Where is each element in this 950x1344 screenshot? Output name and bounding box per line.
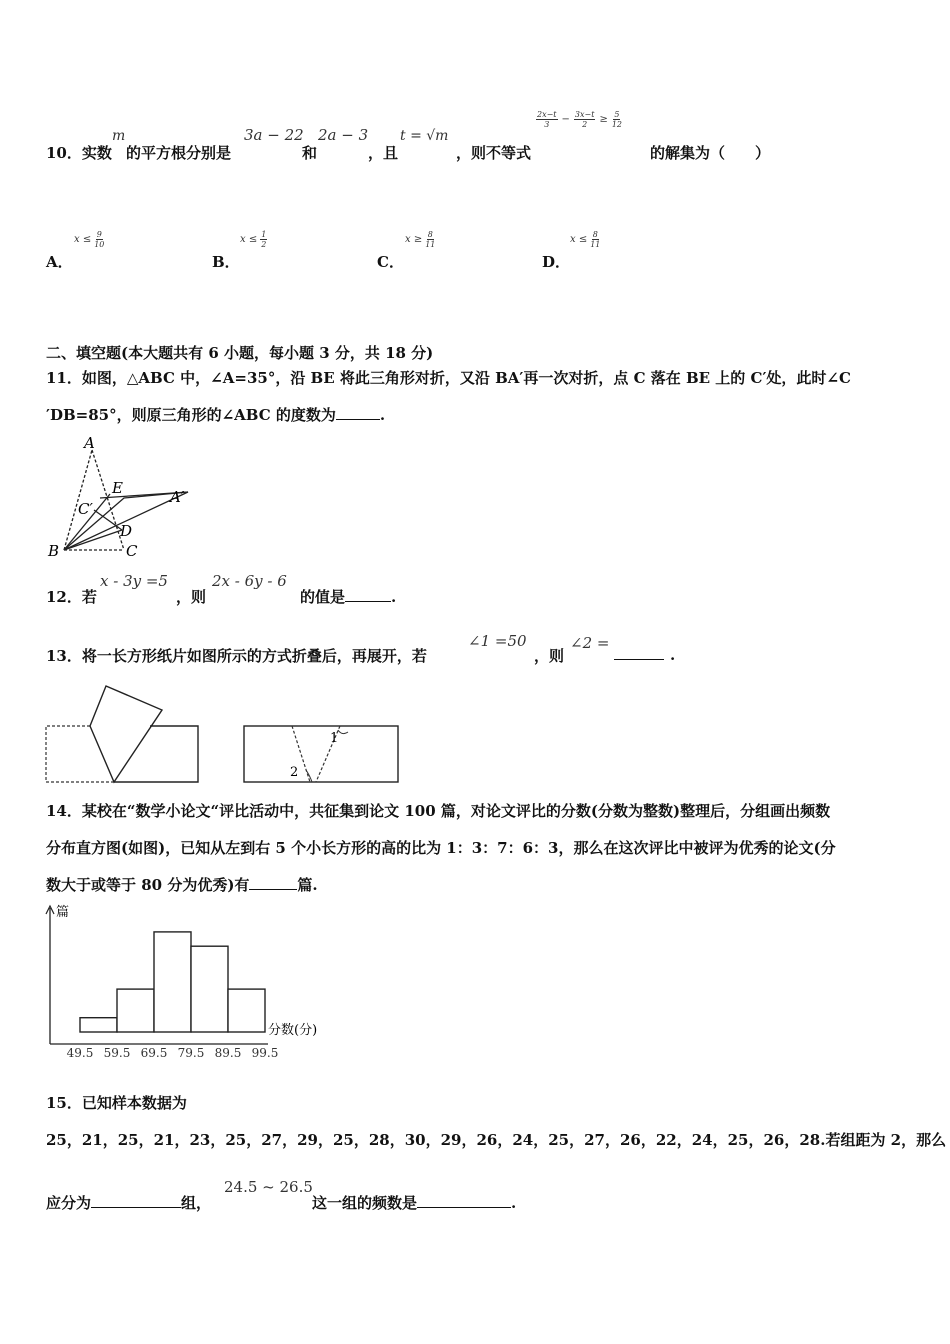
q11-label-c-prime: C′ <box>78 500 93 518</box>
q14-answer-blank[interactable] <box>249 875 297 890</box>
q11-answer-blank[interactable] <box>336 405 380 420</box>
q13-rect-solid <box>114 726 198 782</box>
q10-frac1-den: 3 <box>544 120 550 129</box>
q10-text5: 的解集为（ ） <box>650 144 771 162</box>
q10-inequality <box>536 110 622 129</box>
q10-frac2 <box>574 110 596 129</box>
q13-expr1: ∠1 =50 <box>468 632 527 650</box>
q10-frac1 <box>536 110 558 129</box>
histogram-bar-5 <box>228 989 265 1032</box>
q15-range: 24.5 ~ 26.5 <box>224 1178 313 1196</box>
q10-text2: 和 <box>302 144 318 162</box>
histogram-y-label: 篇 <box>56 905 70 920</box>
q10-option-c[interactable] <box>377 230 435 272</box>
histogram-bar-1 <box>80 1018 117 1032</box>
q13-answer-blank[interactable] <box>614 645 664 660</box>
histogram-tick-4: 79.5 <box>177 1046 205 1060</box>
q10-frac3-num: 5 <box>614 110 620 119</box>
q14-line2: 分布直方图(如图)，已知从左到右 5 个小长方形的高的比为 1：3：7：6：3，那么在这次评比中被评为优秀的论文(分 <box>46 839 836 857</box>
q13-mid: ，则 <box>534 647 565 665</box>
option-c-num: 8 <box>427 230 433 239</box>
q13-angle-arc-1 <box>338 730 348 734</box>
q13-rect <box>244 726 398 782</box>
q14-line1: 14．某校在“数学小论文“评比活动中，共征集到论文 100 篇，对论文评比的分数(分数为整数)整理后，分组画出频数 <box>46 802 831 820</box>
q10-expr3: t = √m <box>400 128 449 144</box>
q14-line3 <box>46 874 318 895</box>
q14-end: 篇. <box>297 876 318 894</box>
q10-option-b[interactable] <box>212 230 267 272</box>
q10-option-d[interactable] <box>542 230 600 272</box>
q10-var-m: m <box>112 128 126 144</box>
q13-figure-folded <box>44 684 204 786</box>
q10-frac3-den: 12 <box>611 120 623 129</box>
q10-option-a[interactable] <box>46 230 104 272</box>
q10-ge: ≥ <box>599 114 608 125</box>
q15-line2: 25，21，25，21，23，25，27，29，25，28，30，29，26，24，25，27，26，22，24，25，26，28.若组距为 2，那么 <box>46 1131 947 1149</box>
option-b-label: B． <box>212 253 240 271</box>
option-c-rel: x ≥ <box>405 234 423 245</box>
q11-label-c: C <box>126 542 138 560</box>
q12-expr1: x - 3y =5 <box>100 572 168 590</box>
q10-expr2: 2a − 3 <box>318 126 369 144</box>
q13-prefix: 13．将一长方形纸片如图所示的方式折叠后，再展开，若 <box>46 647 427 665</box>
q11-line1: 11．如图，△ABC 中，∠A=35°，沿 BE 将此三角形对折，又沿 BA′再一次对折，点 C 落在 BE 上的 C′处，此时∠C <box>46 369 851 387</box>
q15-line3-c: 这一组的频数是 <box>312 1194 418 1212</box>
q10-frac3 <box>612 110 622 129</box>
option-a-label: A． <box>46 253 73 271</box>
q10-minus: − <box>561 114 570 125</box>
q10-frac1-num: 2x−t <box>537 110 557 119</box>
histogram-tick-5: 89.5 <box>214 1046 242 1060</box>
q15-line3-tail <box>312 1192 516 1213</box>
histogram-bars <box>80 932 265 1032</box>
histogram-tick-1: 49.5 <box>66 1046 94 1060</box>
q10-frac2-num: 3x−t <box>574 110 595 119</box>
q12-tail <box>300 586 396 607</box>
option-b-den: 2 <box>261 240 267 249</box>
q10-frac2-den: 2 <box>582 120 588 129</box>
q11-end: . <box>379 406 386 424</box>
q15-line3-a: 应分为 <box>46 1194 92 1212</box>
q15-line3-b: 组， <box>181 1194 212 1212</box>
q11-line2 <box>46 404 385 425</box>
histogram-tick-2: 59.5 <box>103 1046 131 1060</box>
q14-histogram <box>40 900 340 1064</box>
q15-frequency-blank[interactable] <box>417 1193 511 1208</box>
option-d-num: 8 <box>592 230 598 239</box>
q15-line1: 15．已知样本数据为 <box>46 1094 187 1112</box>
option-a-den: 10 <box>94 240 105 249</box>
q11-figure <box>44 434 204 564</box>
q12-expr2: 2x - 6y - 6 <box>212 572 287 590</box>
q10-line <box>46 142 112 163</box>
option-b-num: 1 <box>261 230 267 239</box>
histogram-bar-2 <box>117 989 154 1032</box>
q13-expr2: ∠2 = <box>570 634 610 652</box>
q12-prefix: 12．若 <box>46 588 97 606</box>
histogram-tick-3: 69.5 <box>140 1046 168 1060</box>
q15-line3 <box>46 1192 211 1213</box>
histogram-ticks <box>67 1046 279 1060</box>
q15-end: . <box>511 1194 517 1212</box>
q13-label-1: 1 <box>330 731 339 746</box>
q10-expr1: 3a − 22 <box>244 126 304 144</box>
q13-label-2: 2 <box>290 765 299 780</box>
q10-text4: ，则不等式 <box>456 144 532 162</box>
q10-text3: ，且 <box>368 144 399 162</box>
q13-figure-unfolded <box>242 724 402 786</box>
q11-label-d: D <box>120 522 133 540</box>
section2-heading: 二、填空题(本大题共有 6 小题，每小题 3 分，共 18 分) <box>46 344 434 362</box>
option-b-rel: x ≤ <box>240 234 258 245</box>
q11-label-a-prime: A′ <box>170 488 185 506</box>
q13-tail <box>614 645 675 664</box>
histogram-bar-4 <box>191 946 228 1032</box>
option-d-label: D． <box>542 253 571 271</box>
option-a-num: 9 <box>96 230 102 239</box>
q13-folded-flap <box>90 686 162 782</box>
q10-prefix: 10．实数 <box>46 144 112 162</box>
q13-rect-dashed <box>46 726 114 782</box>
q12-mid: ，则 <box>176 588 207 606</box>
q11-label-e: E <box>112 479 123 497</box>
q12-end: . <box>391 588 397 606</box>
histogram-x-label: 分数(分) <box>268 1023 318 1038</box>
q15-group-count-blank[interactable] <box>91 1193 181 1208</box>
q14-line3-text: 数大于或等于 80 分为优秀)有 <box>46 876 250 894</box>
q13-end: . <box>670 646 676 664</box>
q12-answer-blank[interactable] <box>345 587 391 602</box>
histogram-bar-3 <box>154 932 191 1032</box>
q11-line2-text: ′DB=85°，则原三角形的∠ABC 的度数为 <box>46 406 336 424</box>
q10-text1: 的平方根分别是 <box>126 144 232 162</box>
option-c-den: 11 <box>425 240 436 249</box>
q12-suffix: 的值是 <box>300 588 346 606</box>
option-c-label: C． <box>377 253 404 271</box>
option-a-rel: x ≤ <box>74 234 92 245</box>
q11-label-a: A <box>84 434 95 452</box>
histogram-tick-6: 99.5 <box>251 1046 279 1060</box>
q11-label-b: B <box>48 542 60 560</box>
option-d-den: 11 <box>590 240 601 249</box>
option-d-rel: x ≤ <box>570 234 588 245</box>
